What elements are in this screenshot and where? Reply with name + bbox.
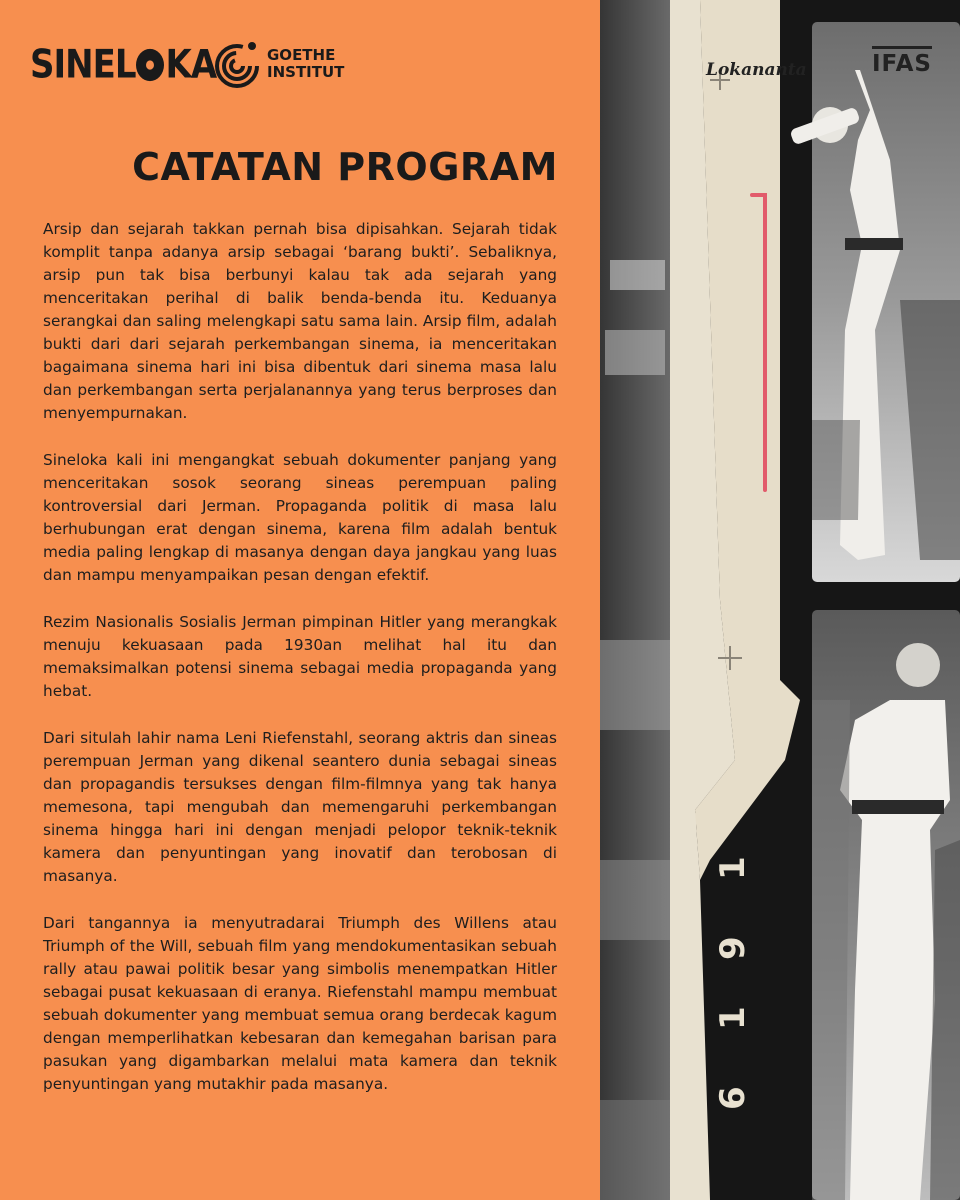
film-contact-sheet-image — [600, 0, 960, 1200]
film-edge-number-4: 1 — [713, 856, 753, 880]
sineloka-logo: SINEL KA — [30, 42, 217, 88]
goethe-spiral-icon — [215, 38, 259, 90]
film-reel-icon — [136, 49, 164, 81]
program-notes-body — [43, 218, 557, 1120]
goethe-institut-logo — [215, 38, 344, 90]
film-photo-panel — [600, 0, 960, 1200]
goethe-logo-line2: INSTITUT — [267, 63, 345, 81]
lokananta-logo: Lokananta — [706, 60, 807, 80]
film-edge-number-2: 1 — [713, 1006, 753, 1030]
paragraph-1: Arsip dan sejarah takkan pernah bisa dipisahkan. Sejarah tidak komplit tanpa adanya arsip sebagai ‘barang bukti’. Sebaliknya, arsip pun tak bisa berbunyi kalau tak ada sejarah yang menceritakan perihal di balik benda-benda itu. Keduanya serangkai dan saling melengkapi satu sama lain. Arsip film, adalah bukti dari dari sejarah perkembangan sinema, ia menceritakan bagaimana sinema hari ini bisa dibentuk dari sinema masa lalu dan perkembangan serta perjalanannya yang terus berproses dan menyempurnakan. — [43, 220, 557, 422]
ifas-logo: IFAS — [872, 46, 932, 77]
page-title: CATATAN PROGRAM — [132, 145, 558, 189]
film-edge-number-1: 6 — [713, 1086, 753, 1110]
paragraph-2: Sineloka kali ini mengangkat sebuah dokumenter panjang yang menceritakan sosok seorang sineas perempuan paling kontroversial dari Jerman. Propaganda politik di masa lalu berhubungan erat dengan sinema, karena film adalah bentuk media paling lengkap di masanya dengan daya jangkau yang luas dan mampu menyampaikan pesan dengan efektif. — [43, 451, 557, 584]
paragraph-3: Rezim Nasionalis Sosialis Jerman pimpinan Hitler yang merangkak menuju kekuasaan pada 1930an melihat hal itu dan memaksimalkan potensi sinema sebagai media propaganda yang hebat. — [43, 613, 557, 700]
paragraph-4: Dari situlah lahir nama Leni Riefenstahl, seorang aktris dan sineas perempuan Jerman yang dikenal seantero dunia sebagai sineas dan propagandis tersukses dengan film-filmnya yang tak hanya memesona, tapi mengubah dan memengaruhi perkembangan sinema hingga hari ini dengan menjadi pelopor teknik-teknik kamera dan penyuntingan yang inovatif dan terobosan di masanya. — [43, 729, 557, 885]
film-edge-number-3: 9 — [713, 936, 753, 960]
goethe-logo-line1: GOETHE — [267, 46, 336, 64]
paragraph-5: Dari tangannya ia menyutradarai Triumph des Willens atau Triumph of the Will, sebuah film yang mendokumentasikan sebuah rally atau pawai politik besar yang simbolis menempatkan Hitler sebagai pusat kekuasaan di eranya. Riefenstahl mampu membuat sebuah dokumenter yang membuat semua orang berdecak kagum dengan memperlihatkan kebesaran dan kemegahan barisan para pasukan yang digambarkan melalui mata kamera dan teknik penyuntingan yang mutakhir pada masanya. — [43, 914, 557, 1093]
